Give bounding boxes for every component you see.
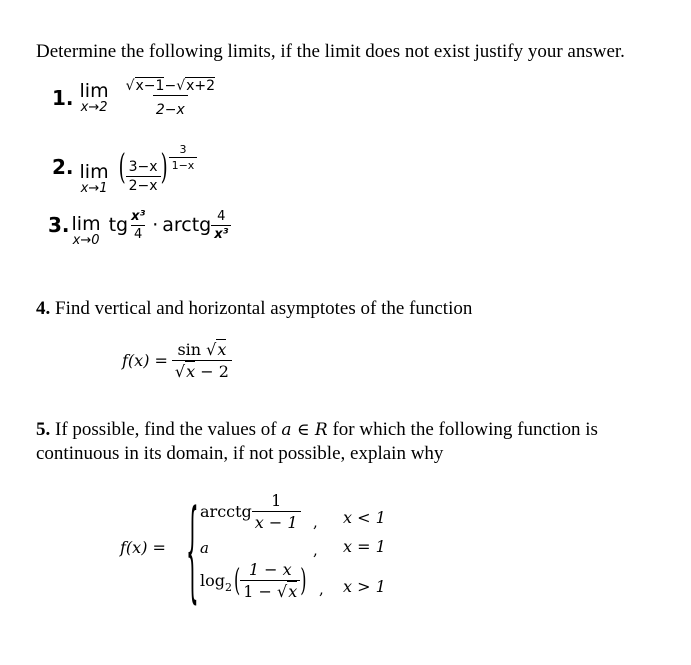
right-paren: ) (160, 147, 168, 188)
problem-3-number: 3. (48, 213, 70, 237)
arctg-fraction (211, 209, 231, 242)
problem-1 (52, 78, 218, 118)
exponent-fraction (169, 143, 198, 172)
problem-3-limit (72, 214, 101, 248)
problem-4-statement (36, 298, 472, 320)
problem-2-power (118, 142, 198, 194)
sqrt-symbol: √ (176, 78, 186, 94)
base-fraction (126, 159, 161, 194)
piecewise-lhs: f(x) = (120, 538, 166, 557)
problem-2 (52, 138, 197, 196)
fraction-numerator: 4 (217, 208, 226, 224)
limit-approach: x→0 (72, 233, 100, 248)
fraction-denominator: 1−x (169, 157, 198, 172)
problem-1-limit (80, 81, 109, 115)
case-1-fraction (252, 491, 301, 532)
sqrt-symbol: √ (277, 582, 288, 601)
left-paren: ( (118, 147, 126, 188)
right-paren: ) (300, 561, 307, 598)
parameter-a: a ∈ R (281, 420, 328, 440)
sin-function: sin (177, 340, 202, 359)
radicand: x (288, 582, 298, 601)
fraction-denominator: x³ (211, 225, 231, 242)
denominator-pre: 1 − (243, 582, 278, 601)
case-1-comma: , (313, 513, 318, 531)
lim-operator: lim (79, 161, 109, 183)
function-lhs: f(x) = (122, 351, 168, 370)
sqrt-symbol: √ (174, 362, 186, 381)
problem-5-number: 5. (36, 419, 51, 440)
fraction-numerator: 1 (271, 491, 282, 510)
fraction-numerator: 1 − x (248, 560, 292, 579)
problem-5-text-cont: for which the following function is (327, 419, 598, 440)
fraction-numerator (123, 78, 218, 95)
fraction-denominator (240, 580, 300, 601)
lim-operator: lim (71, 213, 101, 235)
tg-function: tg (108, 214, 129, 236)
problem-5-statement (36, 419, 598, 441)
denominator-rest: − 2 (195, 362, 229, 381)
problem-1-number: 1. (52, 86, 74, 110)
radicand: x (186, 362, 196, 381)
radicand: x+2 (186, 78, 216, 94)
problem-2-number: 2. (52, 155, 74, 179)
fraction-numerator: 3−x (128, 158, 158, 175)
problem-2-limit (80, 162, 109, 196)
radicand: x (217, 340, 227, 359)
log-base: 2 (225, 581, 232, 594)
arcctg-function: arcctg (200, 502, 252, 521)
radicand: x−1 (135, 78, 165, 94)
left-paren: ( (234, 561, 241, 598)
arctg-function: arctg (162, 214, 212, 236)
problem-3 (48, 202, 231, 248)
fraction-numerator: x³ (131, 208, 146, 224)
case-2-comma: , (313, 541, 318, 559)
left-brace: { (186, 483, 199, 615)
fraction-denominator: 4 (131, 225, 145, 242)
fraction-denominator (172, 360, 232, 381)
case-1-expression (200, 491, 301, 532)
sqrt-symbol: √ (125, 78, 135, 94)
function-fraction (172, 340, 232, 381)
fraction-numerator (174, 340, 229, 360)
case-2-value: a (200, 539, 209, 557)
instructions-text: Determine the following limits, if the limit does not exist justify your answer. (36, 41, 625, 62)
minus-sign: − (164, 78, 177, 94)
tg-fraction (128, 209, 148, 242)
sqrt-symbol: √ (206, 340, 217, 359)
problem-4-number: 4. (36, 298, 51, 319)
fraction-numerator: 3 (179, 142, 187, 156)
problem-4-text: Find vertical and horizontal asymptotes of the function (55, 298, 473, 319)
case-2-condition: x = 1 (343, 537, 386, 556)
limit-approach: x→1 (80, 181, 108, 196)
case-3-condition: x > 1 (343, 577, 386, 596)
fraction-denominator: x − 1 (252, 511, 301, 532)
limit-approach: x→2 (80, 100, 108, 115)
problem-1-fraction (123, 78, 218, 118)
fraction-denominator: 2−x (153, 95, 188, 118)
lim-operator: lim (79, 80, 109, 102)
case-3-fraction (240, 560, 300, 601)
problem-5-text: If possible, find the values of (55, 419, 282, 440)
multiplication-dot: · (152, 214, 159, 236)
problem-4-function (122, 340, 232, 381)
case-1-condition: x < 1 (343, 508, 386, 527)
fraction-denominator: 2−x (126, 176, 161, 194)
problem-5-text-line2: continuous in its domain, if not possible, explain why (36, 443, 444, 464)
log-function: log (200, 571, 225, 590)
case-3-expression (200, 560, 307, 601)
case-3-comma: , (319, 580, 324, 598)
